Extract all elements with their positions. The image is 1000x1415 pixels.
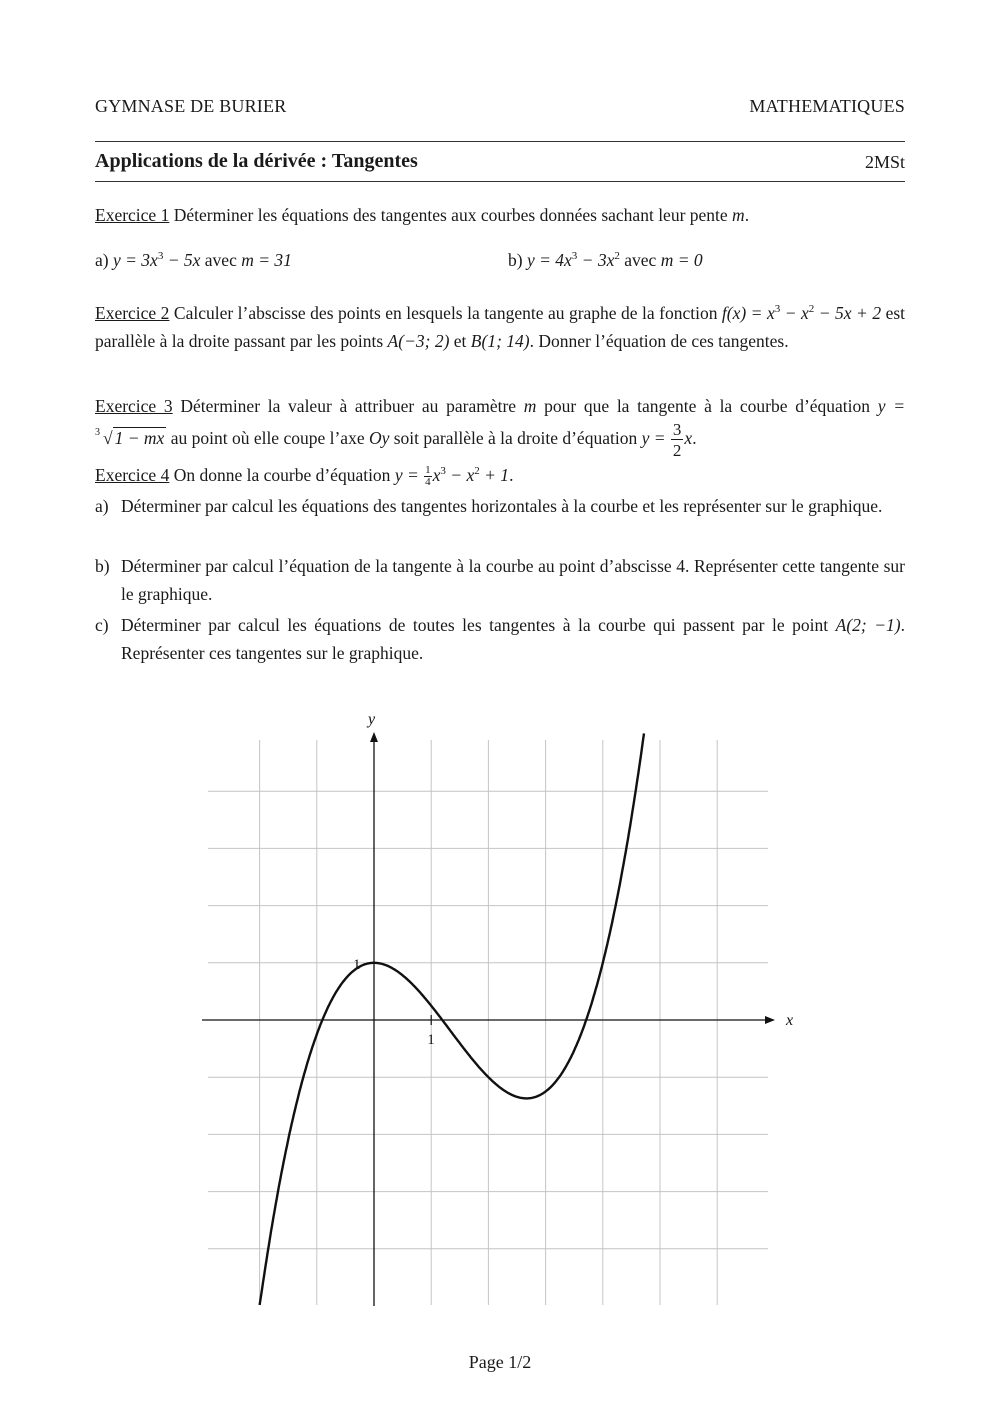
page-number: Page 1/2 bbox=[468, 1352, 532, 1372]
item-c-text bbox=[121, 611, 905, 667]
exercise-2-x2: − x bbox=[780, 303, 809, 323]
exercise-3-t3: au point où elle coupe l’axe bbox=[166, 428, 369, 449]
exercise-3-t4: soit parallèle à la droite d’équation bbox=[389, 428, 642, 449]
exercise-4-y: y = bbox=[394, 465, 424, 485]
fraction-1-4 bbox=[424, 465, 432, 488]
part-b-cond: m = 0 bbox=[660, 250, 703, 270]
part-b-eq-pre: y = 4x bbox=[526, 250, 572, 270]
exercise-2-statement bbox=[95, 299, 905, 355]
item-c-point: A(2; −1) bbox=[835, 615, 901, 635]
exercise-2-x: x bbox=[766, 303, 775, 323]
x-axis-arrow bbox=[765, 1016, 775, 1024]
exercise-2-t4: . Donner l’équation de ces tangentes. bbox=[529, 331, 789, 351]
header-rule-bottom bbox=[95, 181, 905, 182]
exercise-1-part-b bbox=[508, 246, 908, 274]
item-c-post: . Représenter ces tangentes sur le graphique. bbox=[121, 615, 906, 663]
cube-root bbox=[95, 424, 166, 453]
function-graph bbox=[0, 700, 1000, 1320]
exercise-4-exp1: 3 bbox=[440, 465, 446, 477]
part-a-avec: avec bbox=[200, 250, 242, 270]
part-b-avec: avec bbox=[619, 250, 661, 270]
part-a-eq-post: − 5x bbox=[163, 250, 201, 270]
exercise-4-label: Exercice 4 bbox=[95, 465, 170, 485]
item-c-pre: Déterminer par calcul les équations de toutes les tangentes à la courbe qui passent par le point bbox=[121, 615, 836, 635]
exercise-2-f: f(x) = bbox=[721, 303, 763, 323]
exercise-4-item-a bbox=[95, 492, 905, 520]
sfrac-den: 4 bbox=[425, 476, 431, 489]
exercise-4-item-b bbox=[95, 552, 905, 608]
tick-labels bbox=[353, 711, 793, 1048]
exercise-1-text: Déterminer les équations des tangentes aux courbes données sachant leur pente bbox=[169, 205, 733, 225]
header-rule-top bbox=[95, 141, 905, 142]
class-code: 2MSt bbox=[864, 152, 905, 172]
y-axis-arrow bbox=[370, 732, 378, 742]
root-index: 3 bbox=[95, 427, 100, 439]
exercise-3-t2: pour que la tangente à la courbe d’équation bbox=[536, 396, 878, 416]
exercise-1-label: Exercice 1 bbox=[95, 205, 170, 225]
exercise-3-end: . bbox=[692, 428, 697, 449]
exercise-3-y2: y = bbox=[641, 428, 670, 449]
exercise-4-const: + 1 bbox=[479, 465, 510, 485]
page-title: Applications de la dérivée : Tangentes bbox=[95, 150, 418, 172]
exercise-2-et: et bbox=[449, 331, 471, 351]
exercise-4-end: . bbox=[509, 465, 514, 485]
header-subject: MATHEMATIQUES bbox=[749, 96, 905, 116]
item-a-text: Déterminer par calcul les équations des tangentes horizontales à la courbe et les représenter sur le graphique. bbox=[121, 496, 883, 516]
exercise-2-label: Exercice 2 bbox=[95, 303, 170, 323]
part-a-eq-pre: y = 3x bbox=[112, 250, 158, 270]
exercise-3-statement bbox=[95, 392, 905, 459]
fraction-num: 3 bbox=[672, 420, 682, 439]
exercise-4-t1: On donne la courbe d’équation bbox=[169, 465, 395, 485]
exercise-2-exp2: 2 bbox=[808, 303, 815, 315]
fraction-den: 2 bbox=[672, 441, 682, 460]
exercise-2-exp1: 3 bbox=[774, 303, 781, 315]
part-a-exp: 3 bbox=[157, 250, 164, 262]
exercise-2-point-a: A(−3; 2) bbox=[387, 331, 450, 351]
exercise-4-x2: − x bbox=[445, 465, 475, 485]
exercise-2-t3: est parallèle à la droite passant par les points bbox=[95, 303, 906, 351]
item-b-text: Déterminer par calcul l’équation de la tangente à la courbe au point d’abscisse 4. Représenter cette tangente sur le graphique. bbox=[121, 556, 905, 604]
exercise-1-var: m bbox=[732, 205, 745, 225]
exercise-4-item-c bbox=[95, 611, 905, 667]
exercise-1-end: . bbox=[744, 205, 750, 225]
exercise-3-axis: Oy bbox=[368, 428, 390, 449]
item-b-label: b) bbox=[95, 556, 110, 576]
exercise-3-label: Exercice 3 bbox=[95, 396, 173, 416]
exercise-2-t1: Calculer l’abscisse des points en lesquels la tangente au graphe de la fonction bbox=[169, 303, 722, 323]
exercise-4-exp2: 2 bbox=[474, 465, 480, 477]
exercise-3-x: x bbox=[684, 428, 693, 449]
exercise-4-statement bbox=[95, 461, 905, 489]
part-a-label: a) bbox=[95, 250, 113, 270]
exercise-3-y: y = bbox=[877, 396, 906, 416]
exercise-1-statement bbox=[95, 201, 905, 229]
fraction-3-2 bbox=[671, 421, 684, 459]
part-a-cond: m = 31 bbox=[241, 250, 292, 270]
header-school: GYMNASE DE BURIER bbox=[95, 96, 287, 116]
exercise-1-part-a bbox=[95, 246, 495, 274]
grid bbox=[208, 740, 768, 1305]
part-b-eq-mid: − 3x bbox=[577, 250, 615, 270]
sfrac-num: 1 bbox=[425, 464, 431, 477]
x-tick-label: 1 bbox=[427, 1032, 435, 1048]
y-tick-label: 1 bbox=[353, 956, 361, 973]
exercise-4-x: x bbox=[432, 465, 441, 485]
exercise-2-tail: − 5x + 2 bbox=[814, 303, 882, 323]
root-sign: √ bbox=[103, 428, 113, 449]
y-axis-label: y bbox=[368, 711, 376, 728]
x-axis-label: x bbox=[786, 1012, 794, 1029]
exercise-3-m: m bbox=[523, 396, 537, 416]
root-radicand: 1 − mx bbox=[114, 428, 165, 449]
item-a-label: a) bbox=[95, 496, 109, 516]
part-b-exp1: 3 bbox=[571, 250, 578, 262]
part-b-exp2: 2 bbox=[614, 250, 620, 262]
exercise-2-point-b: B(1; 14) bbox=[470, 331, 530, 351]
exercise-3-t1: Déterminer la valeur à attribuer au paramètre bbox=[172, 396, 524, 416]
part-b-label: b) bbox=[508, 250, 527, 270]
item-c-label: c) bbox=[95, 615, 109, 635]
